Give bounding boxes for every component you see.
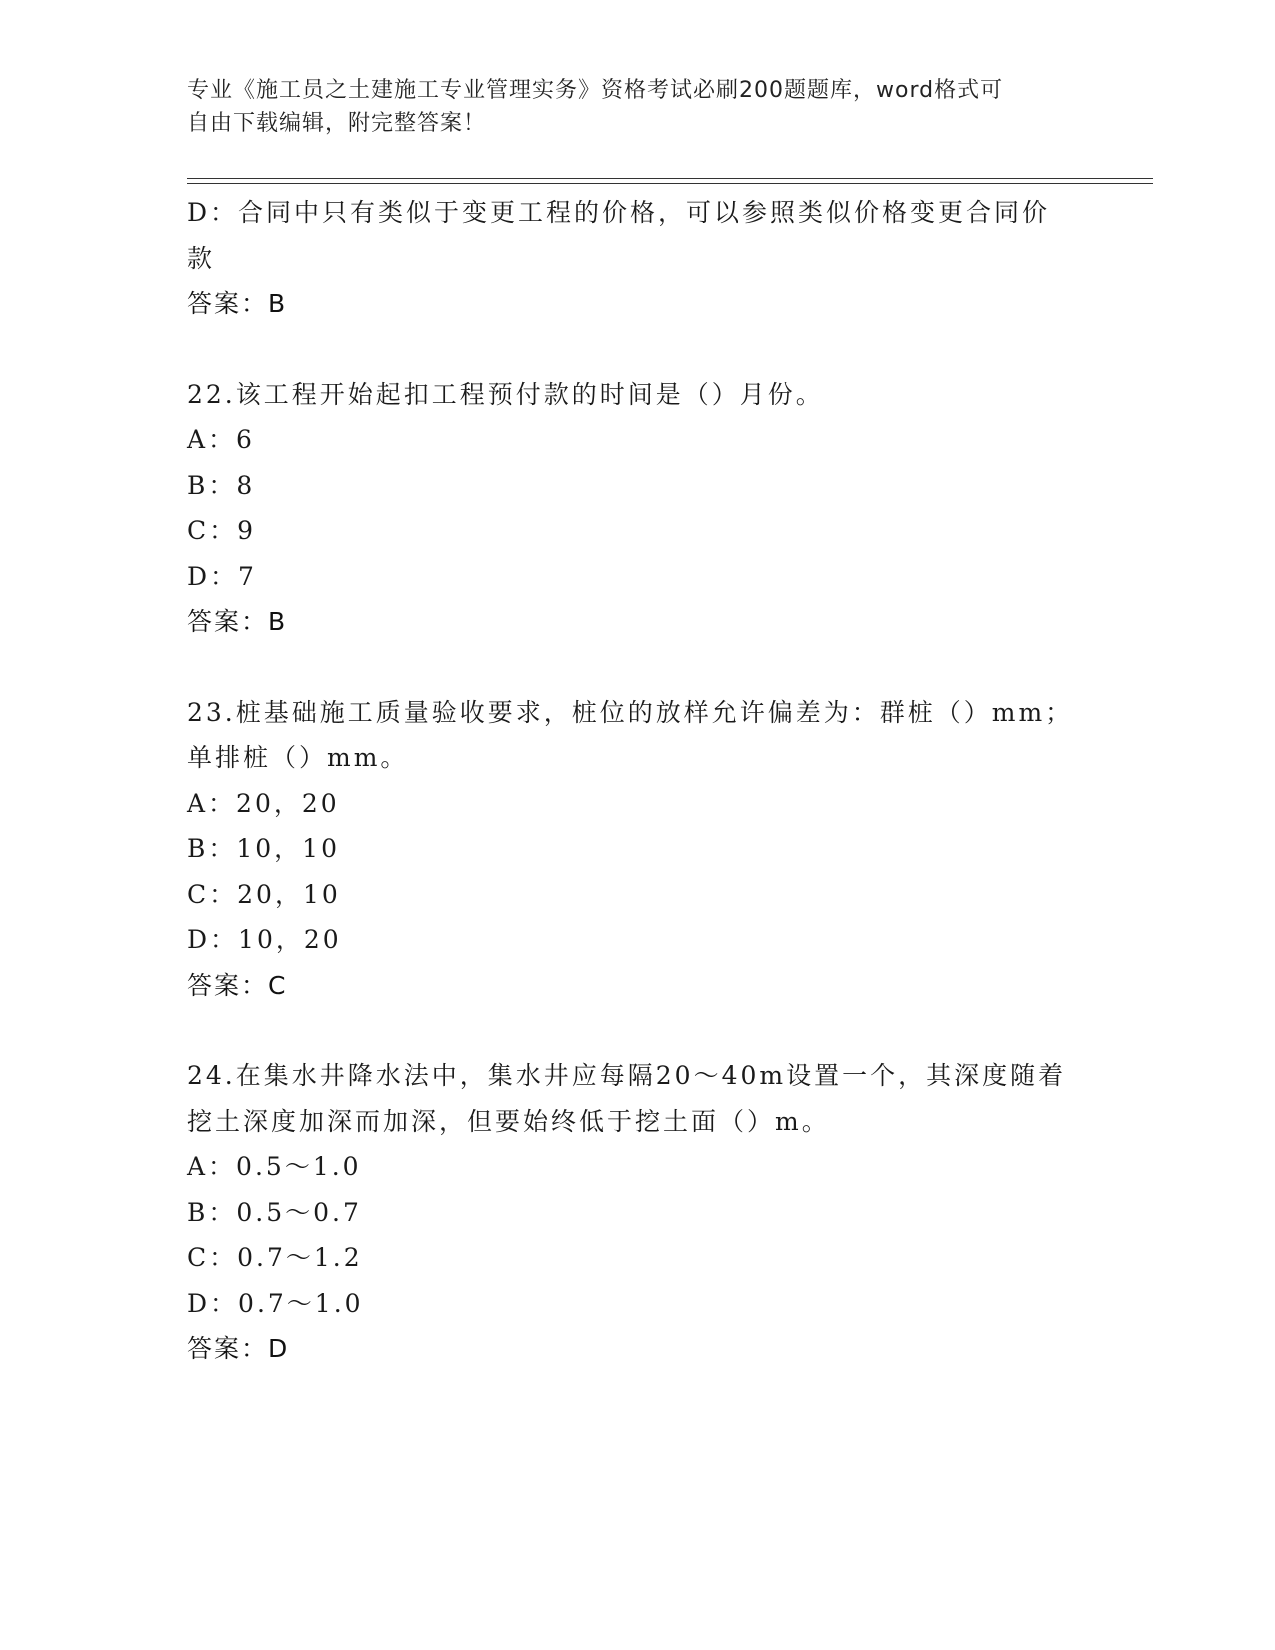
question-stem: 22.该工程开始起扣工程预付款的时间是（）月份。 (187, 379, 824, 409)
option-b: B：10，10 (187, 834, 340, 863)
question-stem-continuation: 单排桩（）mm。 (187, 743, 409, 772)
question-22 (187, 372, 1087, 645)
option-d: D：0.7～1.0 (187, 1288, 364, 1318)
option-d: D：10，20 (187, 925, 342, 954)
question-23 (187, 690, 1087, 1009)
option-a: A：20，20 (187, 788, 340, 818)
question-stem-continuation: 挖土深度加深而加深，但要始终低于挖土面（）m。 (187, 1106, 830, 1136)
question-content (187, 190, 1087, 1372)
answer-line: 答案：D (187, 1334, 290, 1363)
option-c: C：0.7～1.2 (187, 1243, 363, 1272)
option-a: A：6 (187, 425, 255, 454)
header-divider-bottom (187, 183, 1153, 184)
answer-line: 答案：B (187, 607, 288, 636)
document-header (187, 74, 1067, 140)
option-b: B：8 (187, 470, 256, 500)
spacer (187, 1008, 1087, 1053)
spacer (187, 327, 1087, 372)
header-title-line-2: 自由下载编辑，附完整答案！ (187, 111, 487, 136)
answer-line: 答案：B (187, 289, 288, 318)
option-c: C：20，10 (187, 879, 341, 909)
header-divider-top (187, 178, 1153, 179)
option-a: A：0.5～1.0 (187, 1152, 362, 1181)
spacer (187, 645, 1087, 690)
option-d: D：7 (187, 561, 257, 591)
option-d: D：合同中只有类似于变更工程的价格，可以参照类似价格变更合同价 (187, 198, 1051, 227)
header-title-line-1: 专业《施工员之土建施工专业管理实务》资格考试必刷200题题库，word格式可 (187, 78, 1004, 103)
answer-line: 答案：C (187, 970, 288, 1000)
question-stem: 23.桩基础施工质量验收要求，桩位的放样允许偏差为：群桩（）mm； (187, 697, 1074, 727)
question-24 (187, 1053, 1087, 1372)
option-b: B：0.5～0.7 (187, 1197, 362, 1227)
previous-question-tail (187, 190, 1087, 327)
option-c: C：9 (187, 516, 257, 545)
option-d-continuation: 款 (187, 243, 216, 273)
question-stem: 24.在集水井降水法中，集水井应每隔20～40m设置一个，其深度随着 (187, 1061, 1067, 1090)
